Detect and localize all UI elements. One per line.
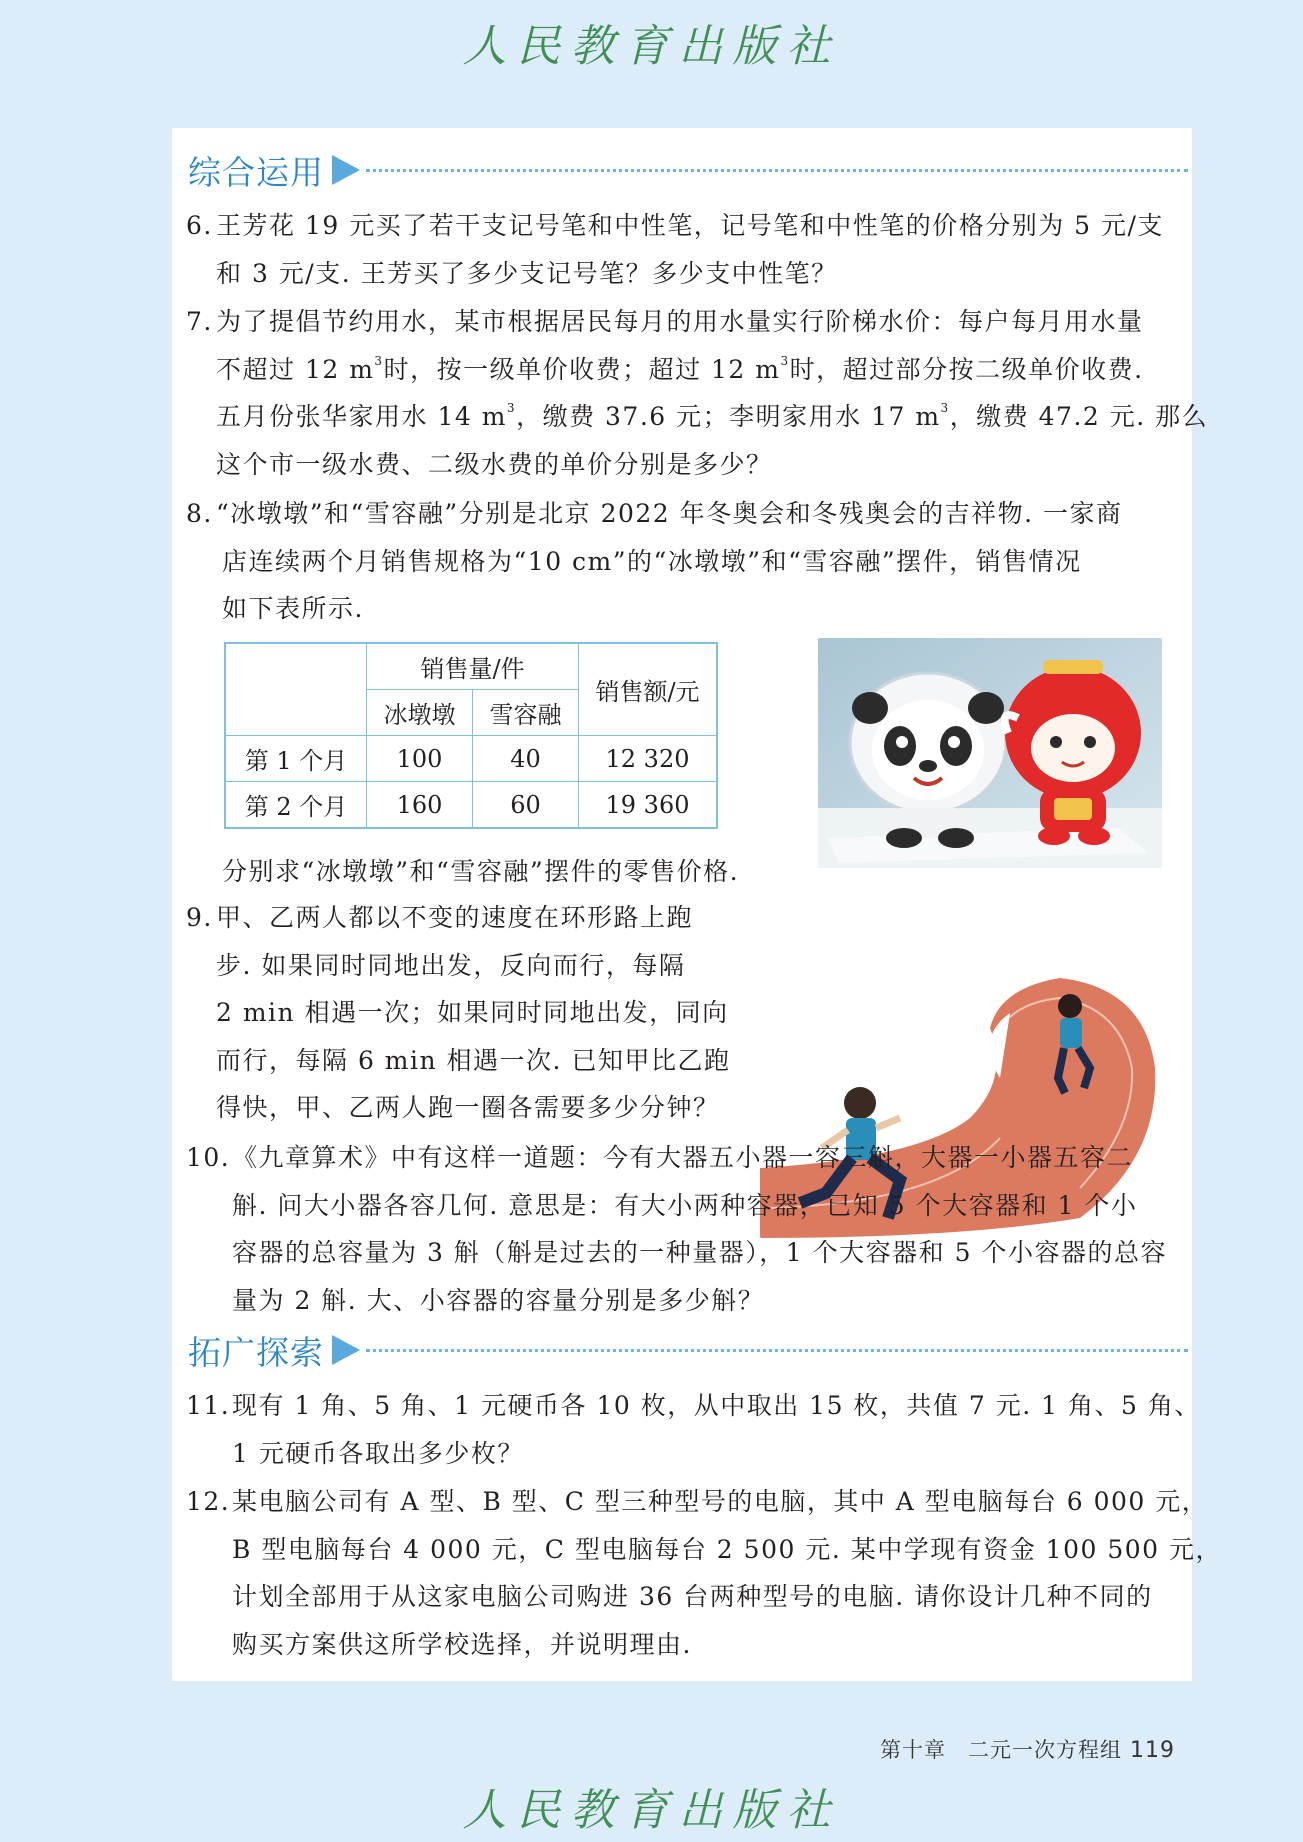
- dotted-divider: [366, 1349, 1188, 1352]
- problem-line: 计划全部用于从这家电脑公司购进 36 台两种型号的电脑. 请你设计几种不同的: [232, 1582, 1153, 1612]
- mascot-photo: [818, 638, 1162, 868]
- problem-line: 这个市一级水费、二级水费的单价分别是多少？: [216, 449, 773, 479]
- problem-line: 甲、乙两人都以不变的速度在环形路上跑: [216, 903, 694, 932]
- section-header-explore: [188, 1328, 1188, 1372]
- problem-number: 9.: [186, 903, 213, 932]
- problem-line: 某电脑公司有 A 型、B 型、C 型三种型号的电脑，其中 A 型电脑每台 6 000 元，: [232, 1487, 1209, 1516]
- table-corner-cell: [225, 643, 367, 736]
- problem-8-question: [216, 848, 739, 896]
- problem-number: 8.: [186, 499, 213, 528]
- section-arrow-icon: [332, 155, 360, 185]
- problem-9: [186, 894, 730, 1132]
- problem-number: 11.: [186, 1391, 231, 1420]
- table-header-shueyrhonrhon: 雪容融: [473, 690, 579, 736]
- problem-line: 《九章算术》中有这样一道题：今有大器五小器一容三斛，大器一小器五容二: [232, 1143, 1134, 1172]
- problem-8: [186, 490, 1123, 633]
- problem-line: 店连续两个月销售规格为“10 cm”的“冰墩墩”和“雪容融”摆件，销售情况: [222, 546, 1082, 576]
- table-cell: 40: [473, 736, 579, 782]
- problem-line: 1 元硬币各取出多少枚？: [232, 1438, 524, 1468]
- table-cell: 19 360: [579, 782, 718, 829]
- problem-11: [186, 1382, 1201, 1477]
- table-cell: 第 2 个月: [225, 782, 367, 829]
- table-cell: 12 320: [579, 736, 718, 782]
- problem-line: B 型电脑每台 4 000 元，C 型电脑每台 2 500 元. 某中学现有资金 100 500 元，: [232, 1534, 1222, 1564]
- section-title-comprehensive: 综合运用: [188, 152, 324, 192]
- problem-line: 量为 2 斛. 大、小容器的容量分别是多少斛？: [232, 1285, 765, 1315]
- problem-number: 7.: [186, 307, 213, 336]
- table-cell: 60: [473, 782, 579, 829]
- section-header-comprehensive: [188, 148, 1188, 192]
- problem-number: 6.: [186, 211, 213, 240]
- problem-7: [186, 298, 1208, 488]
- table-cell: 160: [367, 782, 473, 829]
- problem-line: 而行，每隔 6 min 相遇一次. 已知甲比乙跑: [216, 1045, 731, 1075]
- problem-line: 容器的总容量为 3 斛（斛是过去的一种量器），1 个大容器和 5 个小容器的总容: [232, 1238, 1167, 1268]
- problem-line: 得快，甲、乙两人跑一圈各需要多少分钟？: [216, 1093, 720, 1123]
- problem-line: 如下表所示.: [222, 594, 364, 624]
- section-title-explore: 拓广探索: [188, 1332, 324, 1372]
- table-row: [225, 736, 717, 782]
- publisher-header: 人民教育出版社: [462, 21, 841, 72]
- table-cell: 第 1 个月: [225, 736, 367, 782]
- problem-line: 现有 1 角、5 角、1 元硬币各 10 枚，从中取出 15 枚，共值 7 元. 1 角、5 角、: [232, 1391, 1201, 1420]
- table-header-quantity: 销售量/件: [367, 643, 579, 690]
- page-number: 119: [1130, 1738, 1175, 1763]
- problem-line: “冰墩墩”和“雪容融”分别是北京 2022 年冬奥会和冬残奥会的吉祥物. 一家商: [216, 499, 1123, 528]
- problem-line: 五月份张华家用水 14 $m^3$，缴费 37.6 元；李明家用水 17 $m^3$，缴费 47.2 元. 那么: [216, 401, 1209, 432]
- page-footer: [880, 1734, 1175, 1764]
- problem-number: 12.: [186, 1487, 231, 1516]
- problem-10: [186, 1134, 1167, 1324]
- table-header-amount: 销售额/元: [579, 643, 718, 736]
- problem-line: 分别求“冰墩墩”和“雪容融”摆件的零售价格.: [222, 857, 740, 886]
- problem-number: 10.: [186, 1143, 231, 1172]
- problem-line: 斛. 问大小器各容几何. 意思是：有大小两种容器，已知 5 个大容器和 1 个小: [232, 1190, 1138, 1220]
- problem-6: [186, 202, 1164, 297]
- table-header-bingdwendwen: 冰墩墩: [367, 690, 473, 736]
- problem-line: 2 min 相遇一次；如果同时同地出发，同向: [216, 998, 729, 1028]
- problem-line: 王芳花 19 元买了若干支记号笔和中性笔，记号笔和中性笔的价格分别为 5 元/支: [216, 211, 1164, 240]
- section-arrow-icon: [332, 1335, 360, 1365]
- problem-line: 不超过 12 $m^3$时，按一级单价收费；超过 12 $m^3$时，超过部分按二级单价收费.: [216, 353, 1144, 384]
- problem-line: 步. 如果同时同地出发，反向而行，每隔: [216, 950, 686, 980]
- content-panel: [172, 128, 1222, 1681]
- chapter-title: 第十章 二元一次方程组: [880, 1738, 1122, 1762]
- problem-line: 购买方案供这所学校选择，并说明理由.: [232, 1629, 692, 1659]
- problem-line: 和 3 元/支. 王芳买了多少支记号笔？多少支中性笔？: [216, 258, 838, 288]
- table-row: [225, 782, 717, 829]
- publisher-footer: 人民教育出版社: [462, 1785, 841, 1836]
- problem-12: [186, 1478, 1222, 1668]
- dotted-divider: [366, 169, 1188, 172]
- sales-table: [224, 642, 718, 829]
- table-cell: 100: [367, 736, 473, 782]
- problem-line: 为了提倡节约用水，某市根据居民每月的用水量实行阶梯水价：每户每月用水量: [216, 307, 1144, 336]
